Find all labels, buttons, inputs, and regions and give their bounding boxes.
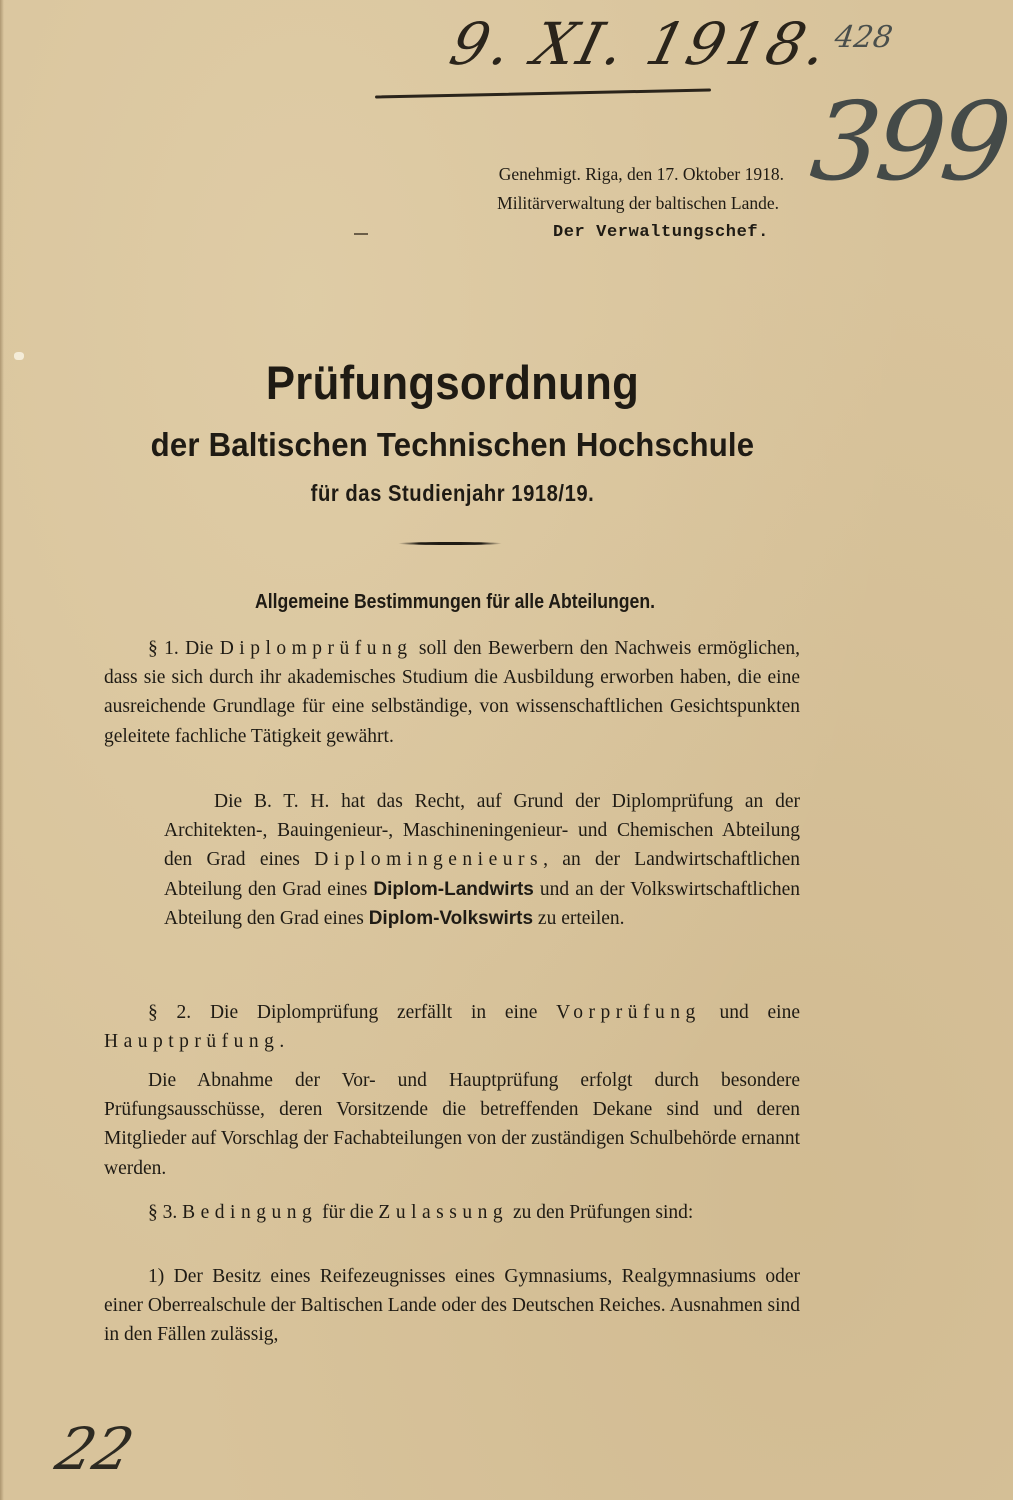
approval-line-place-date: Genehmigt. Riga, den 17. Oktober 1918. <box>498 164 784 184</box>
paragraph-text: soll den Bewerbern den Nachweis ermöglichen, dass sie sich durch ihr akademisches Studium die Ausbildung erworben haben, die eine ausreichende Grundlage für eine selbständige, von wissenschaftlichen Gesichtspunkten geleitete fachliche Tätigkeit gewährt. <box>104 638 801 747</box>
spaced-term: Diplomingenieurs <box>314 849 544 871</box>
paragraph-text: zu erteilen. <box>533 907 625 929</box>
dash-mark <box>354 233 368 235</box>
paragraph-number: § 3. <box>148 1202 178 1223</box>
spaced-term: Hauptprüfung <box>104 1031 280 1053</box>
handwritten-archive-number-large: 399 <box>805 80 1013 205</box>
paragraph-3 <box>104 1198 800 1227</box>
spaced-term: Vorprüfung <box>556 1002 701 1023</box>
handwritten-archive-number-small: 428 <box>832 20 895 55</box>
handwritten-date: 9. XI. 1918. <box>443 10 838 78</box>
page-edge-shadow <box>0 0 4 1500</box>
paragraph-3-item-1 <box>104 1262 800 1350</box>
paragraph-text: Die Abnahme der Vor- und Hauptprüfung erfolgt durch besondere Prüfungsausschüsse, deren Vorsitzende die betreffenden Dekane sind und deren Mitglieder auf Vorschlag der Fachabteilungen von der zuständigen Schulbehörde ernannt werden. <box>104 1070 800 1179</box>
paragraph-text: Die Diplomprüfung zerfällt in eine <box>209 1002 557 1023</box>
paragraph-text: Die B. T. H. hat das Recht, auf Grund der Diplomprüfung an der Architekten-, Bauingenieur-, Maschineningenieur- und Chemischen Abteilung den Grad eines <box>164 791 800 871</box>
handwritten-underline <box>375 88 711 98</box>
section-heading: Allgemeine Bestimmungen für alle Abteilungen. <box>254 590 656 613</box>
approval-block <box>497 160 784 247</box>
handwritten-page-number: 22 <box>49 1415 141 1483</box>
paragraph-text: und eine <box>700 1002 800 1023</box>
paragraph-2-continued <box>104 1066 800 1183</box>
degree-term: Diplom-Landwirts <box>373 878 534 900</box>
paragraph-text: und an der Volkswirtschaftlichen Abteilung den Grad eines <box>164 878 800 929</box>
paragraph-text: für die <box>317 1202 379 1223</box>
spaced-term: Diplomprüfung <box>219 638 413 659</box>
paragraph-2 <box>104 998 800 1056</box>
document-title: Prüfungsordnung <box>265 356 640 409</box>
paragraph-1: § 1. Die Diplomprüfung soll den Bewerbern den Nachweis ermöglichen, dass sie sich durch ihr akademisches Studium die Ausbildung erworben haben, die eine ausreichende Grundlage für eine selbständige, von wissenschaftlichen Gesichtspunkten geleitete fachliche Tätigkeit gewährt. <box>104 638 801 747</box>
document-subtitle: der Baltischen Technischen Hochschule <box>150 427 755 464</box>
degree-term: Diplom-Volkswirts <box>368 907 534 929</box>
paragraph-number: § 1. <box>148 638 179 659</box>
paragraph-text: , an der Landwirtschaftlichen Abteilung den Grad eines <box>164 849 800 900</box>
paragraph-text: 1) Der Besitz eines Reifezeugnisses eines Gymnasiums, Realgymnasiums oder einer Oberrealschule der Baltischen Lande oder des Deutschen Reiches. Ausnahmen sind in den Fällen zulässig, <box>104 1266 800 1346</box>
approval-line-signatory: Der Verwaltungschef. <box>552 223 769 242</box>
paragraph-text: zu den Prüfungen sind: <box>508 1202 694 1223</box>
paragraph-number: § 2. <box>148 1002 192 1023</box>
paper-damage-fleck <box>14 352 24 360</box>
approval-line-authority: Militärverwaltung der baltischen Lande. <box>497 193 779 213</box>
spaced-term: Bedingung <box>182 1202 318 1223</box>
paragraph-text: . <box>279 1031 285 1053</box>
spaced-term: Zulassung <box>378 1202 509 1223</box>
document-year: für das Studienjahr 1918/19. <box>310 480 595 506</box>
paragraph-1-continued <box>104 787 800 933</box>
title-divider <box>398 542 502 545</box>
